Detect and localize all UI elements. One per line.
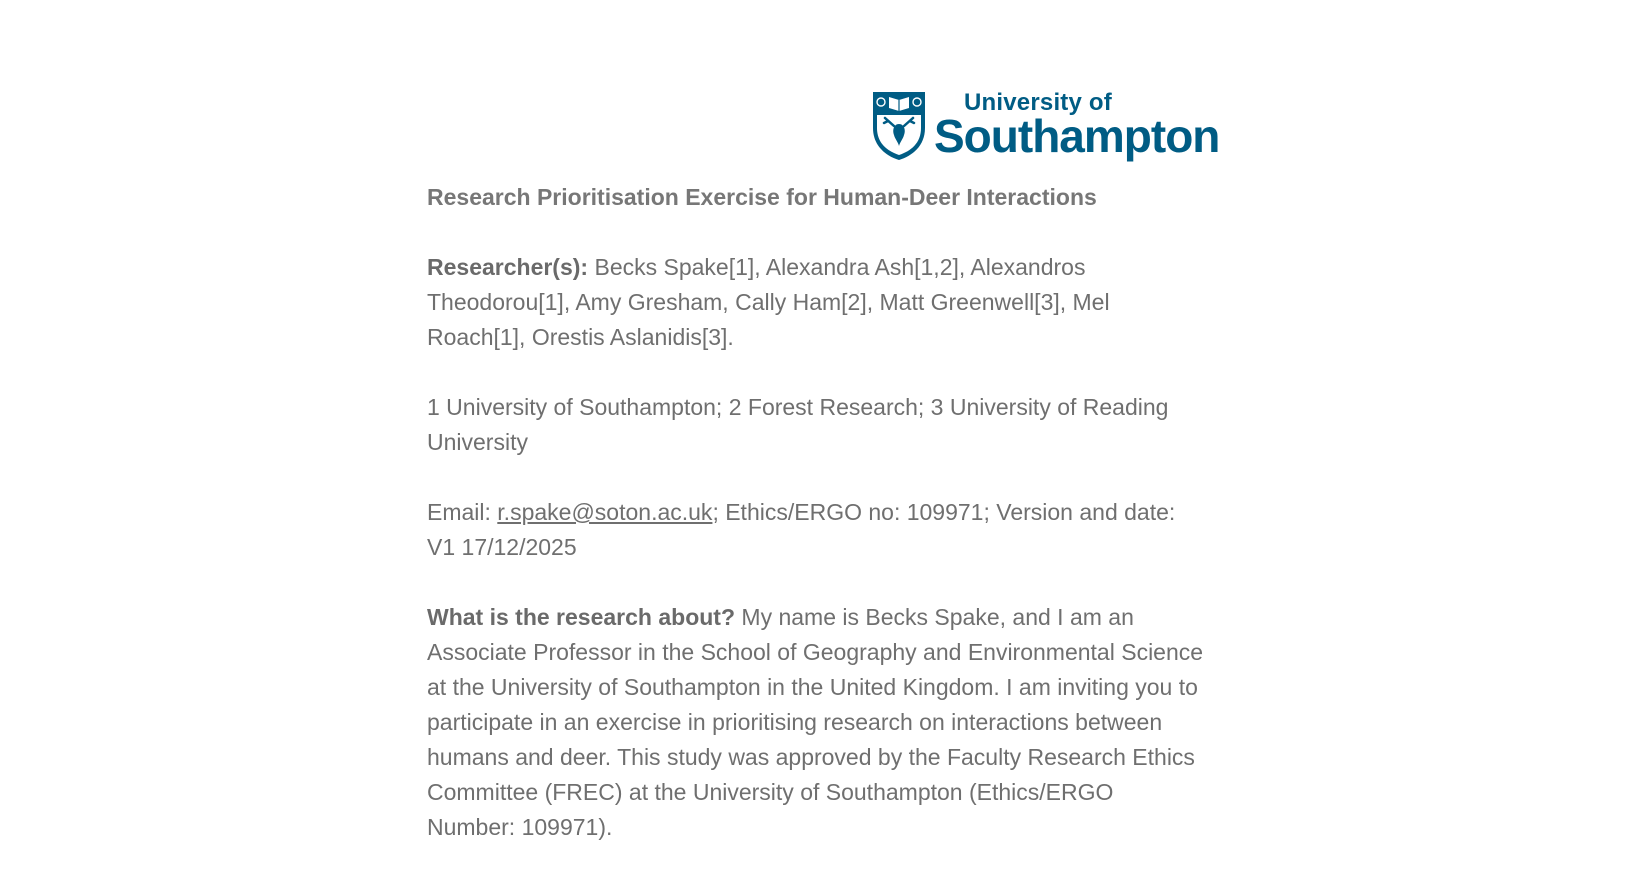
document-title: Research Prioritisation Exercise for Human-Deer Interactions	[427, 184, 1097, 210]
researchers-paragraph	[427, 250, 1207, 355]
about-paragraph	[427, 600, 1207, 845]
logo-line-university-of: University of	[964, 89, 1112, 116]
affiliations-paragraph: 1 University of Southampton; 2 Forest Research; 3 University of Reading University	[427, 394, 1169, 455]
contact-paragraph	[427, 495, 1207, 565]
about-text: My name is Becks Spake, and I am an Associate Professor in the School of Geography and Environmental Science at the University of Southampton in the United Kingdom. I am inviting you to participate in an exercise in prioritising research on interactions between humans and deer. This study was approved by the Faculty Research Ethics Committee (FREC) at the University of Southampton (Ethics/ERGO Number: 109971).	[427, 604, 1204, 840]
ethics-version-text: ; Ethics/ERGO no: 109971; Version and date: V1 17/12/2025	[427, 499, 1176, 560]
document-body	[427, 180, 1207, 880]
crest-icon	[870, 88, 928, 162]
email-link[interactable]: r.spake@soton.ac.uk	[497, 499, 713, 525]
about-heading: What is the research about?	[427, 604, 736, 630]
email-label: Email:	[427, 499, 498, 525]
researchers-label: Researcher(s):	[427, 254, 589, 280]
logo-line-southampton: Southampton	[934, 110, 1220, 162]
university-logo	[870, 88, 1220, 162]
researchers-list: Becks Spake[1], Alexandra Ash[1,2], Alexandros Theodorou[1], Amy Gresham, Cally Ham[2], Matt Greenwell[3], Mel Roach[1], Orestis Aslanidis[3].	[427, 254, 1110, 350]
